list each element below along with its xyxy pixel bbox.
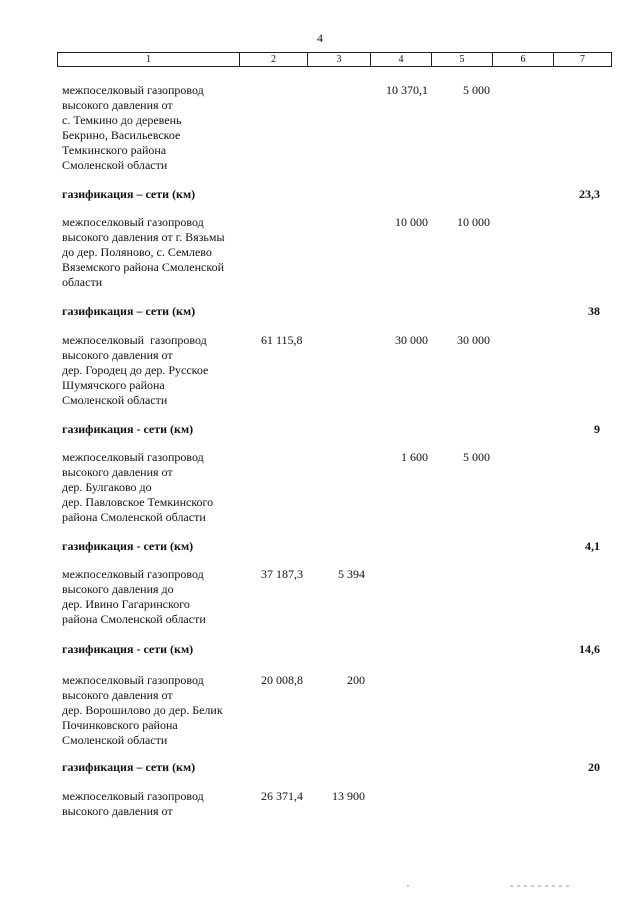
- column-4-value: 10 370,1: [386, 83, 428, 97]
- gasification-network-km: 20: [588, 760, 600, 774]
- column-number-7: 7: [554, 53, 612, 67]
- column-4-value: 1 600: [401, 450, 428, 464]
- column-5-value: 30 000: [457, 333, 490, 347]
- page-number: 4: [317, 31, 323, 45]
- column-header-row: [57, 52, 612, 67]
- column-number-6: 6: [493, 53, 554, 67]
- gasification-network-km: 14,6: [579, 642, 600, 656]
- column-number-5: 5: [432, 53, 493, 67]
- column-5-value: 5 000: [463, 83, 490, 97]
- column-2-value: 61 115,8: [261, 333, 303, 347]
- gasification-label: газификация - сети (км): [62, 539, 194, 553]
- project-name: межпоселковый газопровод высокого давления от дер. Булгаково до дер. Павловское Темкинского района Смоленской области: [62, 450, 214, 524]
- column-2-value: 37 187,3: [261, 567, 303, 581]
- gasification-network-km: 9: [594, 422, 600, 436]
- column-number-3: 3: [308, 53, 371, 67]
- column-5-value: 10 000: [457, 215, 490, 229]
- gasification-label: газификация – сети (км): [62, 187, 196, 201]
- column-number-1: 1: [58, 53, 240, 67]
- gasification-label: газификация – сети (км): [62, 304, 196, 318]
- column-2-value: 20 008,8: [261, 673, 303, 687]
- column-number-4: 4: [371, 53, 432, 67]
- column-4-value: 10 000: [395, 215, 428, 229]
- column-3-value: 13 900: [332, 789, 365, 803]
- project-name: межпоселковый газопровод высокого давления от дер. Ворошилово до дер. Белик Починковского района Смоленской области: [62, 673, 223, 747]
- project-name: межпоселковый газопровод высокого давления от с. Темкино до деревень Бекрино, Васильевское Темкинского района Смоленской области: [62, 83, 204, 172]
- column-4-value: 30 000: [395, 333, 428, 347]
- project-name: межпоселковый газопровод высокого давления от: [62, 789, 204, 818]
- scan-artifact: [400, 880, 600, 892]
- gasification-label: газификация – сети (км): [62, 760, 196, 774]
- gasification-network-km: 4,1: [585, 539, 600, 553]
- gasification-label: газификация - сети (км): [62, 422, 194, 436]
- project-name: межпоселковый газопровод высокого давления от г. Вязьмы до дер. Поляново, с. Семлево Вяземского района Смоленской области: [62, 215, 225, 289]
- project-name: межпоселковый газопровод высокого давления от дер. Городец до дер. Русское Шумячского района Смоленской области: [62, 333, 209, 407]
- column-number-2: 2: [240, 53, 308, 67]
- column-5-value: 5 000: [463, 450, 490, 464]
- column-2-value: 26 371,4: [261, 789, 303, 803]
- gasification-network-km: 38: [588, 304, 600, 318]
- column-3-value: 200: [347, 673, 365, 687]
- column-3-value: 5 394: [338, 567, 365, 581]
- gasification-label: газификация - сети (км): [62, 642, 194, 656]
- project-name: межпоселковый газопровод высокого давления до дер. Ивино Гагаринского района Смоленской области: [62, 567, 206, 626]
- gasification-network-km: 23,3: [579, 187, 600, 201]
